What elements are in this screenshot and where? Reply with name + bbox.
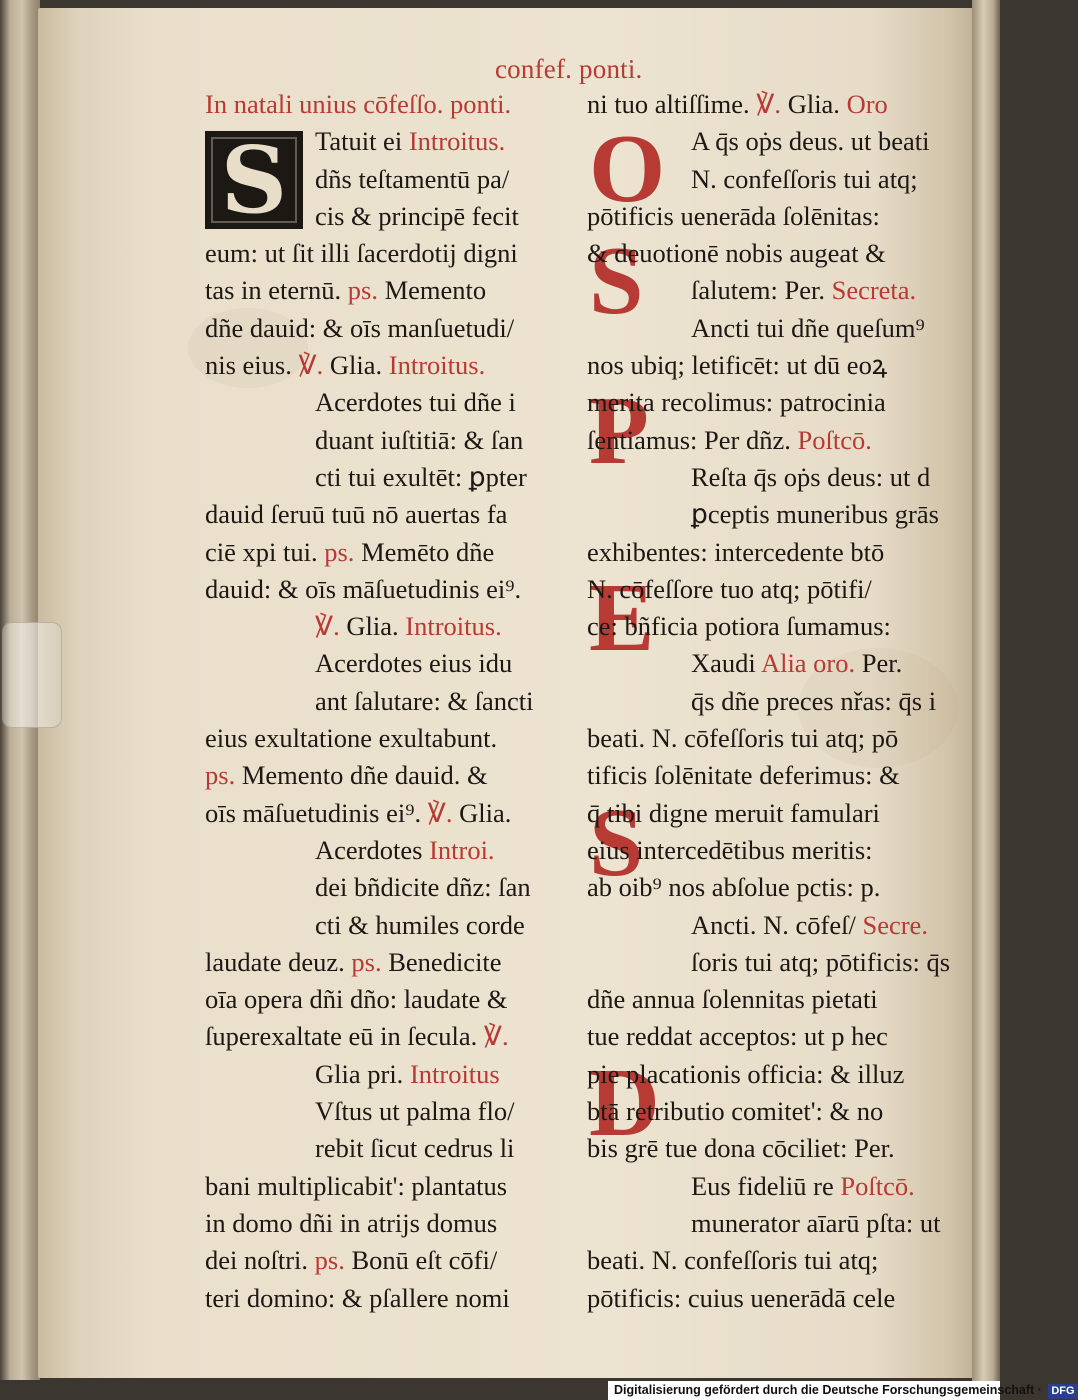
body-text: Memēto dñe: [354, 536, 495, 567]
body-text: q̄s dñe preces nřas: q̄s i: [691, 685, 937, 716]
body-text: Ancti. N. cōfeſ/: [691, 909, 863, 940]
left-text-line: [205, 1093, 557, 1130]
right-text-line: [587, 869, 939, 906]
rubric-text: Oro: [846, 89, 888, 119]
body-text: q̄ tibi digne meruit famulari: [587, 797, 880, 828]
left-text-line: [205, 944, 557, 981]
body-text: Memento: [377, 275, 487, 306]
page-stack-edge: [972, 0, 1000, 1385]
rubric-text: Poſtcō.: [840, 1170, 915, 1201]
left-text-line: [205, 1242, 557, 1279]
left-text-line: [205, 907, 557, 944]
left-text-line: [205, 496, 557, 533]
right-text-line: [587, 683, 939, 720]
rubric-text: ℣.: [427, 797, 453, 828]
left-text-line: [205, 981, 557, 1018]
rubric-text: Introitus.: [408, 126, 506, 157]
right-text-line: [587, 459, 939, 496]
right-text-line: [587, 981, 939, 1018]
body-text: ni tuo altiſſime.: [587, 89, 757, 119]
body-text: Bonū eſt cōfi/: [344, 1245, 498, 1276]
body-text: beati. N. confeſſoris tui atq;: [587, 1245, 879, 1276]
right-text-line: [587, 534, 939, 571]
body-text: nos ubiq; letificēt: ut dū eoꝝ: [587, 350, 888, 381]
rubric-text: ℣.: [315, 611, 340, 642]
right-text-line: [587, 571, 939, 608]
rubric-text: Secreta.: [831, 275, 917, 306]
rubric-text: In natali unius cōfeſſo. ponti.: [205, 89, 512, 119]
left-text-line: [205, 1056, 557, 1093]
rubric-text: ℣.: [483, 1021, 509, 1052]
red-initial: S: [589, 227, 644, 335]
body-text: duant iuſtitiā: & ſan: [315, 424, 524, 455]
left-text-line: [205, 310, 557, 347]
body-text: Memento dñe dauid. &: [235, 760, 488, 791]
body-text: N. confeſſoris tui atq;: [691, 163, 918, 194]
body-text: ſuperexaltate eū in ſecula.: [205, 1021, 484, 1052]
red-initial: E: [589, 564, 655, 672]
body-text: teri domino: & pſallere nomi: [205, 1282, 510, 1313]
left-text-line: [205, 86, 557, 123]
rubric-text: Poſtcō.: [797, 424, 872, 455]
right-text-line: [587, 1168, 939, 1205]
body-text: ant ſalutare: & ſancti: [315, 685, 534, 716]
body-text: tificis ſolēnitate deferimus: &: [587, 760, 900, 791]
body-text: in domo dñi in atrijs domus: [205, 1207, 498, 1238]
right-text-line: [587, 123, 939, 160]
left-text-line: [205, 161, 557, 198]
body-text: Glia.: [452, 797, 512, 828]
body-text: dei noſtri.: [205, 1245, 315, 1276]
body-text: merita recolimus: patrocinia: [587, 387, 886, 418]
right-text-line: [587, 944, 951, 981]
right-text-line: [587, 1242, 939, 1279]
digitization-credit: [608, 1381, 1075, 1400]
body-text: Ancti tui dñe queſum⁹: [691, 312, 925, 343]
body-text: Glia.: [781, 89, 847, 119]
left-text-line: [205, 571, 557, 608]
right-text-line: [587, 907, 939, 944]
credit-text: Digitalisierung gefördert durch die Deutsche Forschungsgemeinschaft ·: [614, 1383, 1042, 1397]
body-text: A q̄s oṗs deus. ut beati: [691, 126, 930, 157]
page-clip: [2, 622, 62, 728]
body-text: Glia.: [323, 350, 389, 381]
body-text: Glia.: [339, 611, 406, 642]
red-initial: O: [589, 115, 666, 223]
body-text: oīa opera dñi dño: laudate &: [205, 984, 508, 1015]
right-text-line: [587, 1056, 939, 1093]
body-text: ciē xpi tui.: [205, 536, 325, 567]
left-text-line: [205, 869, 557, 906]
right-text-line: [587, 310, 939, 347]
body-text: dauid ſeruū tuū nō auertas fa: [205, 499, 508, 530]
body-text: pie placationis officia: & illuz: [587, 1058, 905, 1089]
rubric-text: ℣.: [756, 89, 782, 119]
rubric-text: Introitus.: [388, 350, 486, 381]
left-text-line: [205, 1130, 557, 1167]
rubric-text: Introi.: [429, 834, 495, 865]
body-text: cti tui exultēt: ꝑpter: [315, 461, 527, 492]
left-text-line: [205, 757, 557, 794]
rubric-text: ps.: [347, 275, 378, 306]
body-text: dñs teſtamentū pa/: [315, 163, 510, 194]
body-text: ab oib⁹ nos abſolue pctis: p.: [587, 872, 881, 903]
right-text-line: [587, 1280, 939, 1317]
right-text-line: [587, 198, 939, 235]
right-text-line: [587, 496, 939, 533]
body-text: Acerdotes tui dñe i: [315, 387, 516, 418]
body-text: ce: bñficia potiora ſumamus:: [587, 611, 891, 642]
rubric-text: ℣.: [298, 350, 324, 381]
right-text-line: [587, 1205, 939, 1242]
left-text-line: [205, 272, 557, 309]
body-text: Per.: [855, 648, 903, 679]
red-initial: D: [589, 1049, 660, 1157]
body-text: tas in eternū.: [205, 275, 348, 306]
right-text-line: [587, 272, 939, 309]
woodcut-letter: S: [220, 126, 288, 234]
left-text-line: [205, 832, 557, 869]
body-text: btā retributio comitet': & no: [587, 1096, 884, 1127]
right-text-line: [587, 347, 939, 384]
left-text-line: [205, 1205, 557, 1242]
body-text: Eus fideliū re: [691, 1170, 841, 1201]
body-text: Acerdotes: [315, 834, 430, 865]
body-text: eum: ut ſit illi ſacerdotij digni: [205, 238, 518, 269]
body-text: rebit ſicut cedrus li: [315, 1133, 515, 1164]
body-text: munerator aīarū pſta: ut: [691, 1207, 941, 1238]
body-text: & deuotionē nobis augeat &: [587, 238, 886, 269]
right-text-line: [587, 384, 939, 421]
dfg-logo: DFG: [1048, 1384, 1077, 1399]
right-text-line: [587, 832, 939, 869]
right-text-line: [587, 1093, 939, 1130]
rubric-text: ps.: [351, 946, 382, 977]
rubric-text: Introitus.: [405, 611, 502, 642]
rubric-text: ps.: [324, 536, 355, 567]
body-text: eius exultatione exultabunt.: [205, 723, 498, 754]
body-text: dei bñdicite dñz: ſan: [315, 872, 531, 903]
body-text: bis grē tue dona cōciliet: Per.: [587, 1133, 895, 1164]
left-text-line: [205, 645, 557, 682]
body-text: Tatuit ei: [315, 126, 409, 157]
body-text: ſalutem: Per.: [691, 275, 832, 306]
body-text: nis eius.: [205, 350, 299, 381]
left-text-line: [205, 720, 557, 757]
right-text-line: [587, 645, 939, 682]
left-text-line: [205, 534, 557, 571]
right-text-line: [587, 1018, 939, 1055]
right-text-line: [587, 608, 939, 645]
body-text: ꝑceptis muneribus grās: [691, 499, 939, 530]
body-text: beati. N. cōfeſſoris tui atq; pō: [587, 723, 899, 754]
right-text-line: [587, 795, 939, 832]
rubric-text: ps.: [205, 760, 236, 791]
red-initial: P: [589, 377, 649, 485]
right-text-line: [587, 720, 939, 757]
body-text: bani multiplicabit': plantatus: [205, 1170, 508, 1201]
left-text-line: [205, 235, 557, 272]
left-text-line: [205, 198, 557, 235]
left-text-line: [205, 795, 557, 832]
body-text: Glia pri.: [315, 1058, 410, 1089]
rubric-text: Alia oro.: [760, 648, 856, 679]
left-text-line: [205, 123, 557, 160]
right-text-line: [587, 235, 939, 272]
body-text: tue reddat acceptos: ut p hec: [587, 1021, 888, 1052]
body-text: ſoris tui atq; pōtificis: q̄s: [691, 946, 951, 977]
body-text: N. cōfeſſore tuo atq; pōtifi/: [587, 573, 872, 604]
left-text-line: [205, 422, 557, 459]
left-text-line: [205, 1018, 557, 1055]
right-text-line: [587, 757, 939, 794]
running-title: confef. ponti.: [495, 54, 643, 84]
right-text-line: [587, 161, 939, 198]
right-text-line: [587, 86, 939, 123]
body-text: dñe annua ſolennitas pietati: [587, 984, 878, 1015]
body-text: Acerdotes eius idu: [315, 648, 513, 679]
body-text: cis & principē fecit: [315, 200, 519, 231]
left-text-line: [205, 459, 557, 496]
left-text-line: [205, 608, 557, 645]
body-text: cti & humiles corde: [315, 909, 525, 940]
rubric-text: Introitus: [409, 1058, 500, 1089]
body-text: dauid: & oīs māſuetudinis ei⁹.: [205, 573, 522, 604]
body-text: pōtificis: cuius uenerādā cele: [587, 1282, 896, 1313]
right-text-column: [587, 86, 951, 1317]
red-initial: S: [589, 789, 644, 897]
rubric-text: Secre.: [862, 909, 928, 940]
body-text: ſentiamus: Per dñz.: [587, 424, 798, 455]
left-text-line: [205, 683, 557, 720]
right-text-line: [587, 422, 939, 459]
left-text-line: [205, 1280, 557, 1317]
body-text: oīs māſuetudinis ei⁹.: [205, 797, 428, 828]
body-text: eius intercedētibus meritis:: [587, 834, 873, 865]
body-text: Xaudi: [691, 648, 761, 679]
body-text: laudate deuz.: [205, 946, 352, 977]
body-text: exhibentes: intercedente btō: [587, 536, 885, 567]
right-text-line: [587, 1130, 939, 1167]
left-text-line: [205, 1168, 557, 1205]
body-text: Benedicite: [381, 946, 502, 977]
left-text-line: [205, 347, 557, 384]
rubric-text: ps.: [314, 1245, 345, 1276]
left-text-line: [205, 384, 557, 421]
body-text: dñe dauid: & oīs manſuetudi/: [205, 312, 515, 343]
body-text: Vſtus ut palma flo/: [315, 1096, 515, 1127]
body-text: pōtificis uenerāda ſolēnitas:: [587, 200, 880, 231]
left-text-column: [205, 86, 557, 1317]
body-text: Reſta q̄s oṗs deus: ut d: [691, 461, 931, 492]
